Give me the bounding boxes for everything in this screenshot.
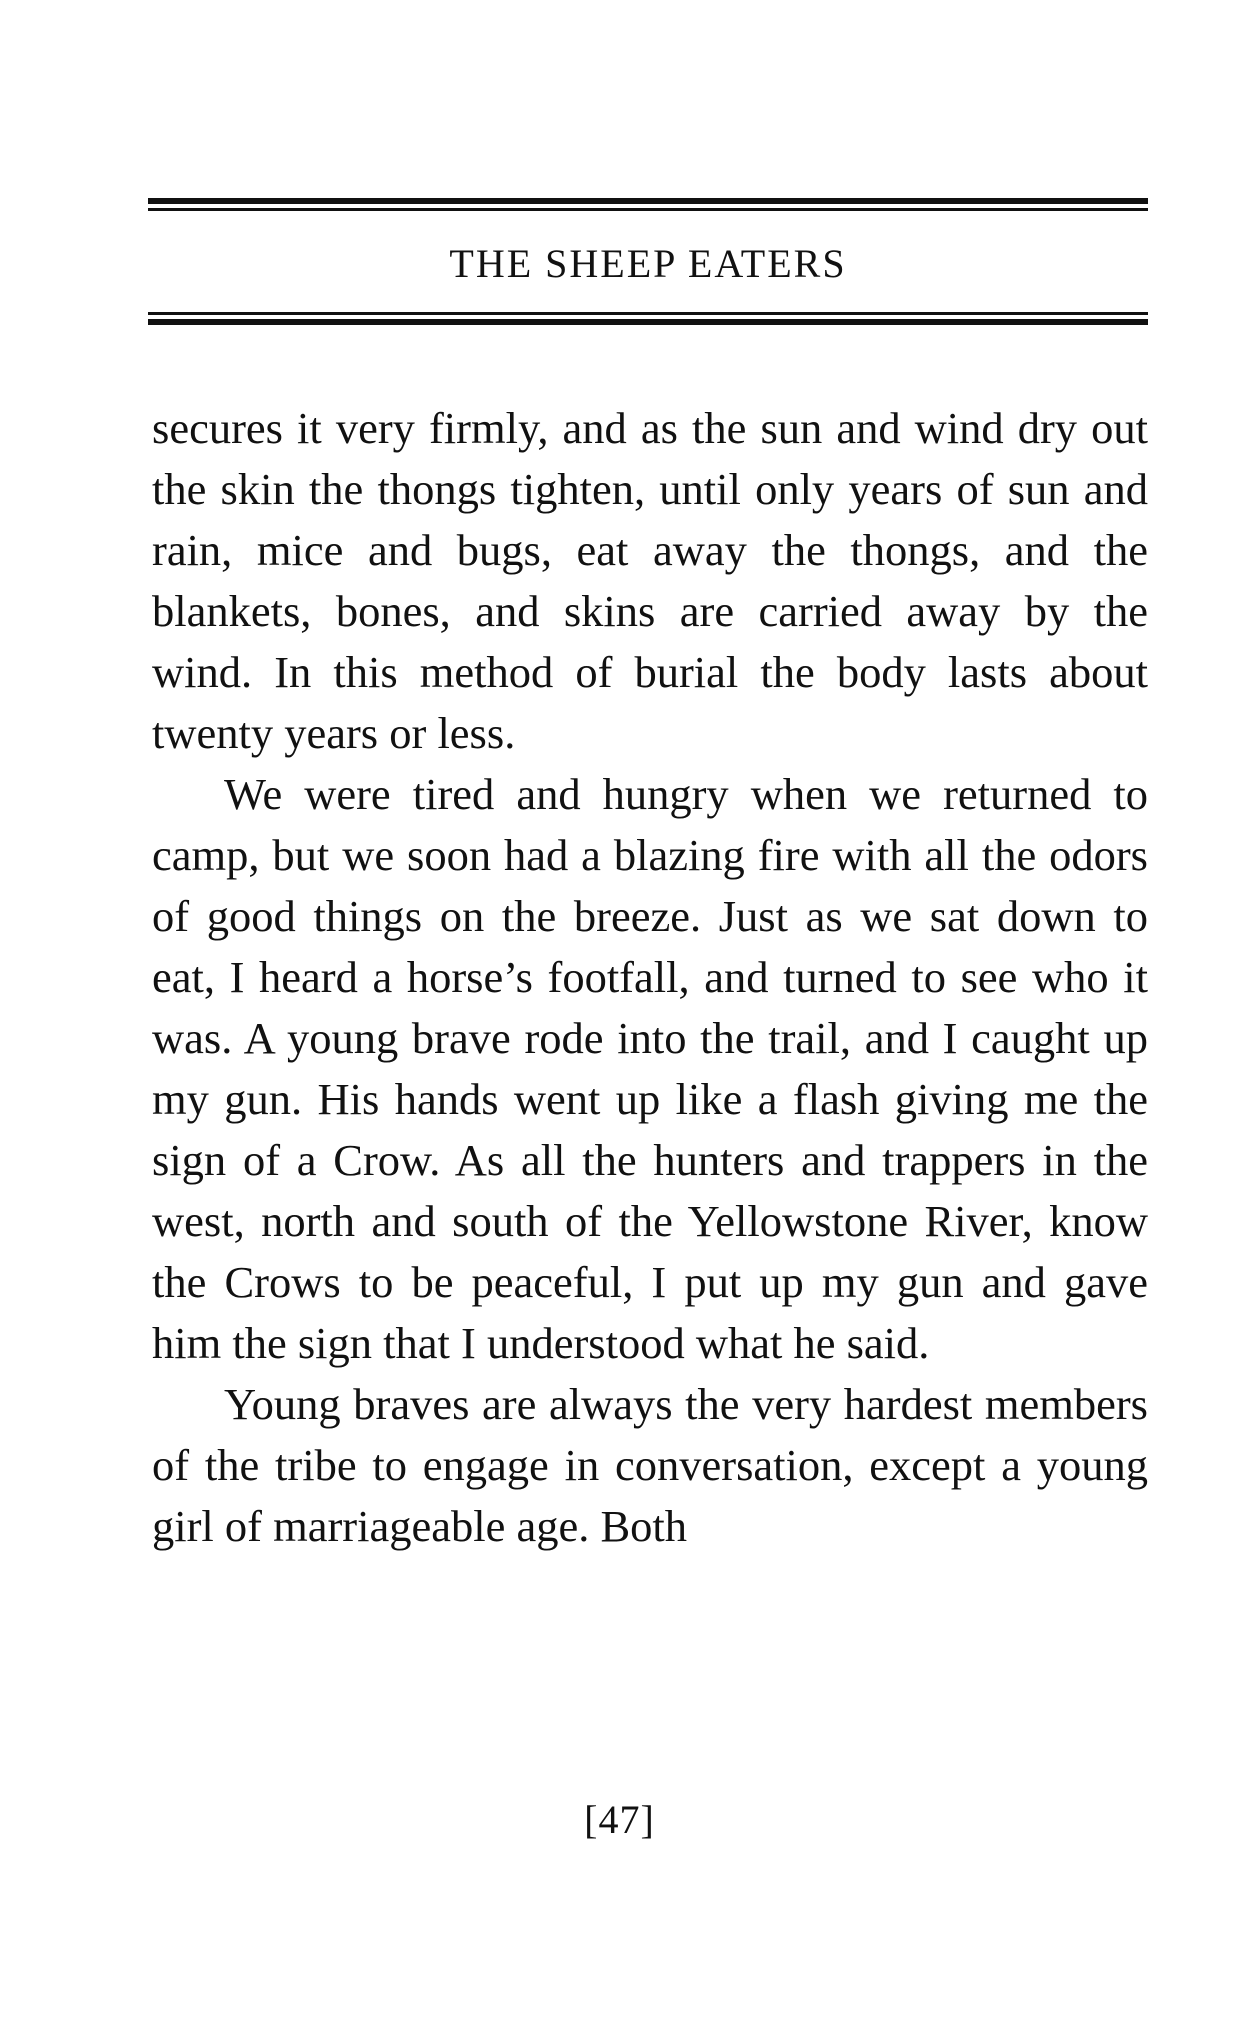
body-text (152, 398, 1148, 1557)
rule-thick-line (148, 319, 1148, 325)
header-rule-bottom (148, 312, 1148, 325)
rule-thin-line (148, 208, 1148, 211)
paragraph-2: We were tired and hungry when we returned to camp, but we soon had a blazing fire with all the odors of good things on the breeze. Just as we sat down to eat, I heard a horse’s footfall, and turned to see who it was. A young brave rode into the trail, and I caught up my gun. His hands went up like a flash giving me the sign of a Crow. As all the hunters and trappers in the west, north and south of the Yellowstone River, know the Crows to be peaceful, I put up my gun and gave him the sign that I understood what he said. (152, 769, 1148, 1368)
paragraph-1: secures it very firmly, and as the sun and wind dry out the skin the thongs tighten, until only years of sun and rain, mice and bugs, eat away the thongs, and the blankets, bones, and skins are carried away by the wind. In this method of burial the body lasts about twenty years or less. (152, 403, 1148, 758)
rule-thick-line (148, 198, 1148, 204)
rule-thin-line (148, 312, 1148, 315)
header-rule-top (148, 198, 1148, 211)
page-number: [47] (584, 1797, 655, 1842)
running-title: THE SHEEP EATERS (449, 241, 847, 286)
paragraph-3: Young braves are always the very hardest members of the tribe to engage in conversation, except a young girl of marriageable age. Both (152, 1379, 1148, 1551)
